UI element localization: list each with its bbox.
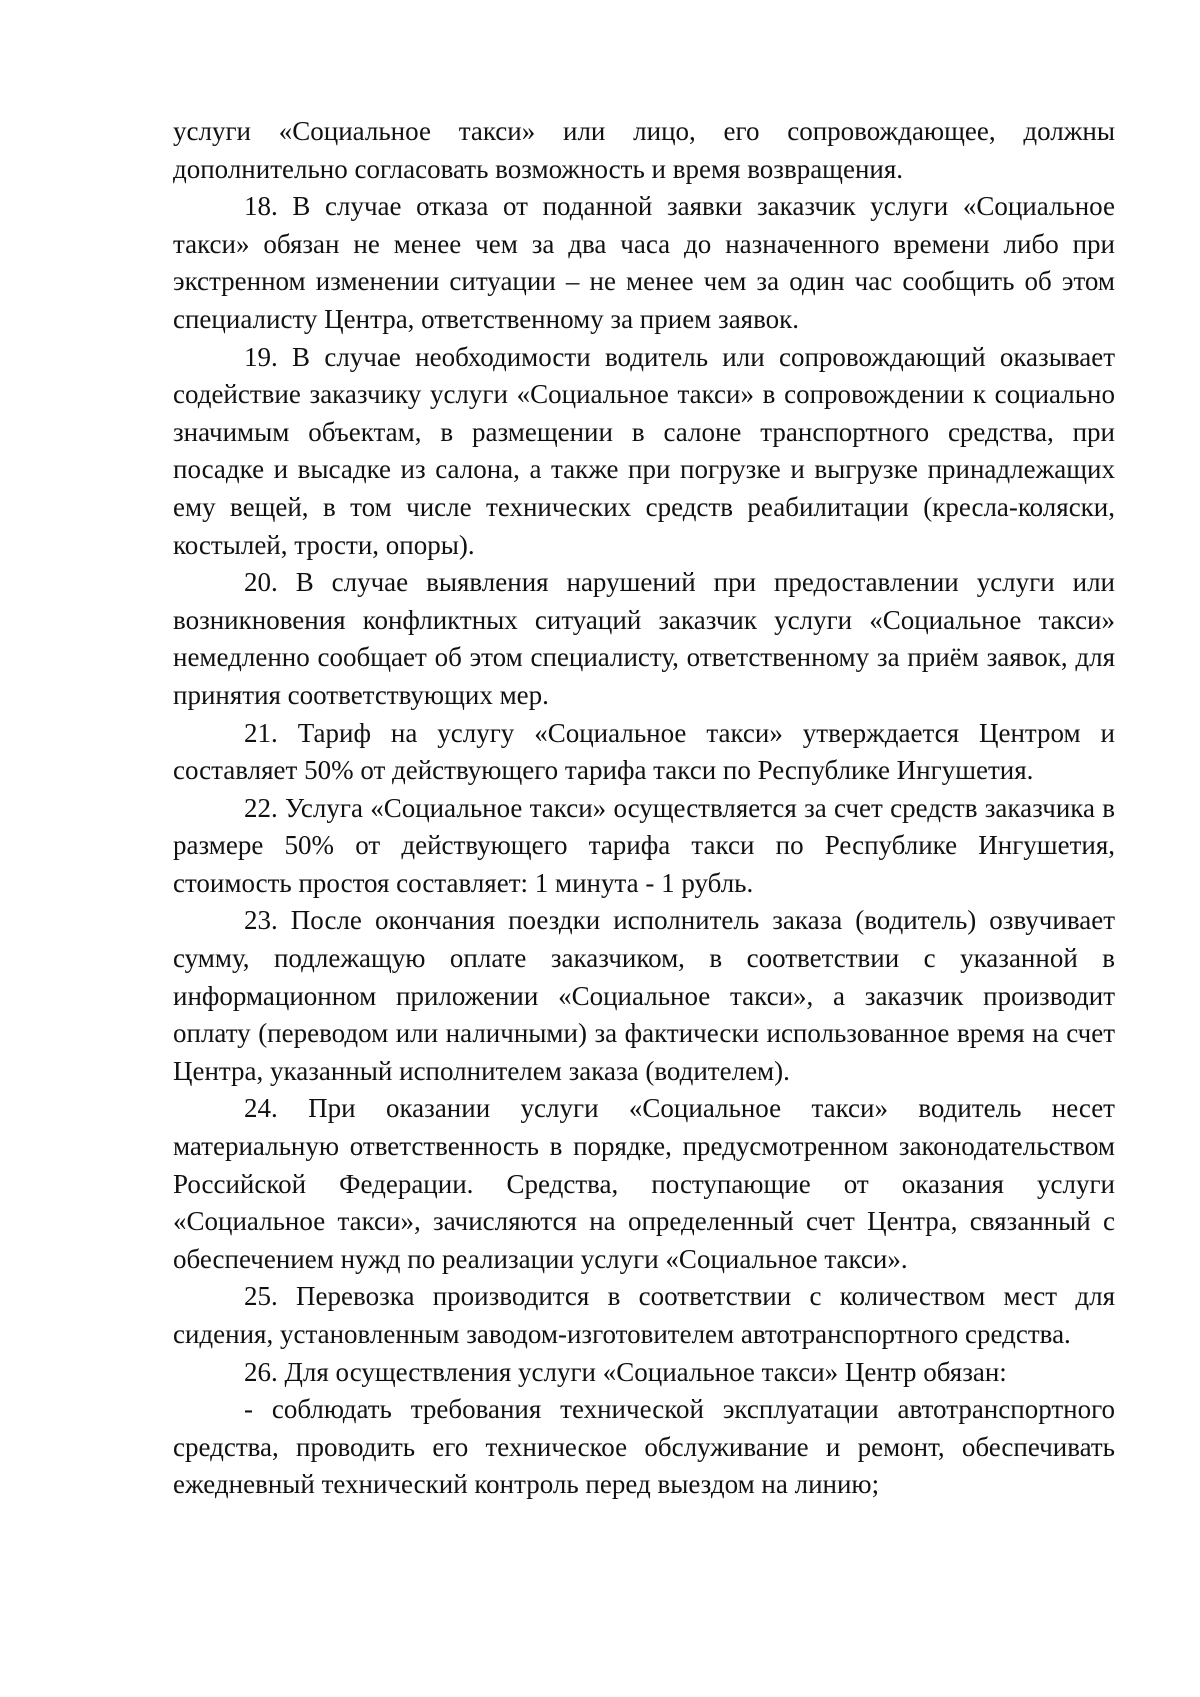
paragraph-19: 19. В случае необходимости водитель или сопровождающий оказывает содействие заказчику услуги «Социальное такси» в сопровождении к социально значимым объектам, в размещении в салоне транспортного средства, при посадке и высадке из салона, а также при погрузке и выгрузке принадлежащих ему вещей, в том числе технических средств реабилитации (кресла-коляски, костылей, трости, опоры).: [173, 341, 1115, 560]
paragraph-20: 20. В случае выявления нарушений при предоставлении услуги или возникновения конфликтных ситуаций заказчик услуги «Социальное такси» немедленно сообщает об этом специалисту, ответственному за приём заявок, для принятия соответствующих мер.: [173, 567, 1115, 710]
paragraph-24: 24. При оказании услуги «Социальное такси» водитель несет материальную ответственность в порядке, предусмотренном законодательством Российской Федерации. Средства, поступающие от оказания услуги «Социальное такси», зачисляются на определенный счет Центра, связанный с обеспечением нужд по реализации услуги «Социальное такси».: [173, 1093, 1115, 1274]
paragraph-26-list-item: - соблюдать требования технической эксплуатации автотранспортного средства, проводить его техническое обслуживание и ремонт, обеспечивать ежедневный технический контроль перед выездом на линию;: [173, 1394, 1115, 1500]
paragraph-22: 22. Услуга «Социальное такси» осуществляется за счет средств заказчика в размере 50% от действующего тарифа такси по Республике Ингушетия, стоимость простоя составляет: 1 минута - 1 рубль.: [173, 792, 1115, 898]
paragraph-23: 23. После окончания поездки исполнитель заказа (водитель) озвучивает сумму, подлежащую оплате заказчиком, в соответствии с указанной в информационном приложении «Социальное такси», а заказчик производит оплату (переводом или наличными) за фактически использованное время на счет Центра, указанный исполнителем заказа (водителем).: [173, 905, 1115, 1086]
paragraph-17-continuation: услуги «Социальное такси» или лицо, его сопровождающее, должны дополнительно согласовать возможность и время возвращения.: [173, 116, 1115, 184]
paragraph-21: 21. Тариф на услугу «Социальное такси» утверждается Центром и составляет 50% от действующего тарифа такси по Республике Ингушетия.: [173, 717, 1115, 786]
paragraph-25: 25. Перевозка производится в соответствии с количеством мест для сидения, установленным заводом-изготовителем автотранспортного средства.: [173, 1281, 1115, 1349]
document-body: [173, 113, 1115, 1504]
paragraph-26: 26. Для осуществления услуги «Социальное такси» Центр обязан:: [244, 1356, 1007, 1387]
paragraph-18: 18. В случае отказа от поданной заявки заказчик услуги «Социальное такси» обязан не менее чем за два часа до назначенного времени либо при экстренном изменении ситуации – не менее чем за один час сообщить об этом специалисту Центра, ответственному за прием заявок.: [173, 191, 1115, 334]
